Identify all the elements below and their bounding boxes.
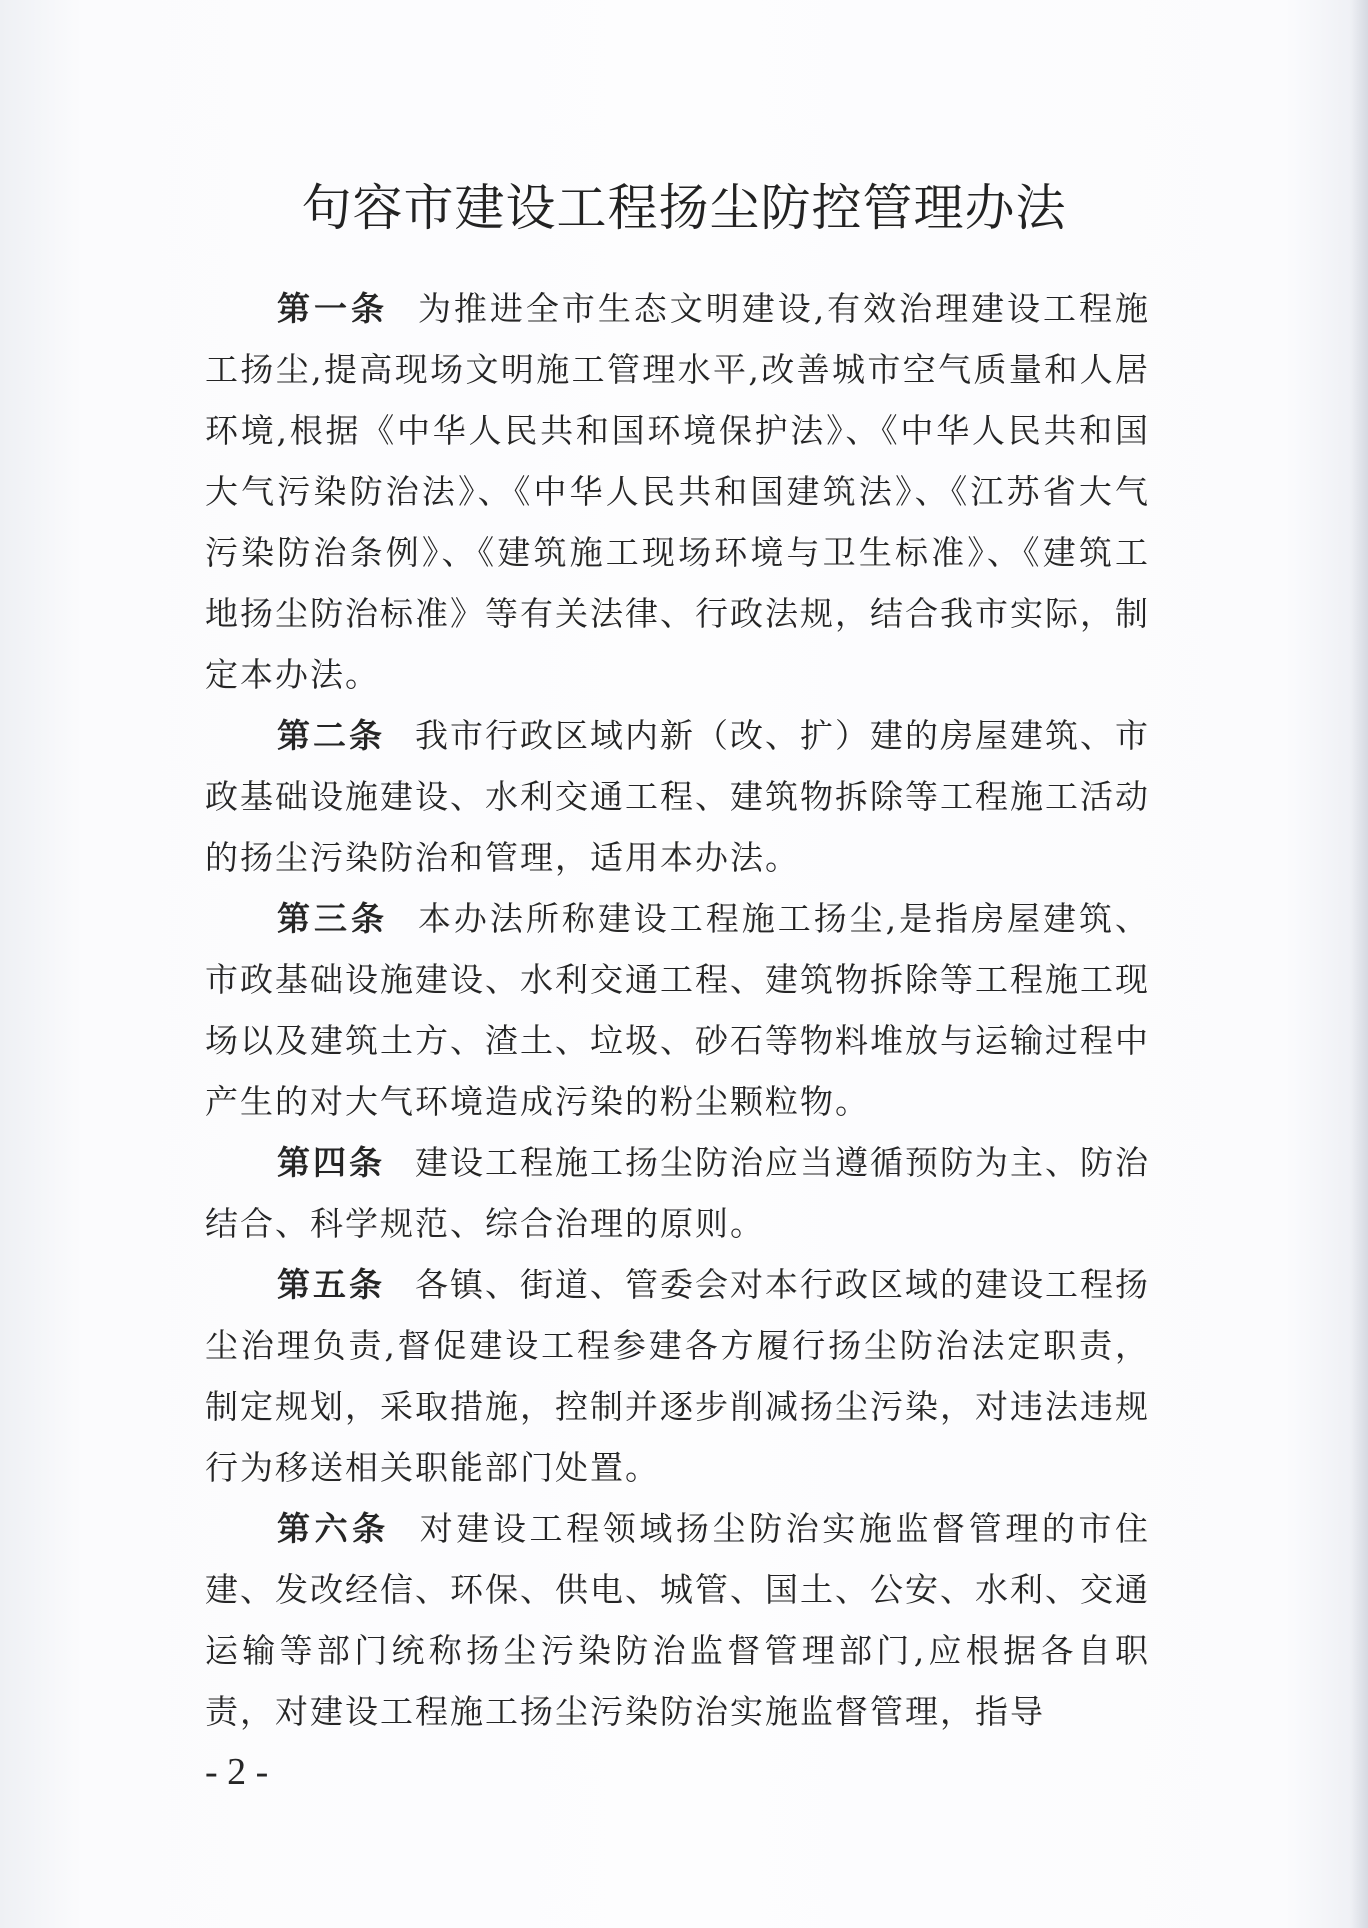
article-label: 第六条 xyxy=(277,1509,390,1548)
article-text: 为推进全市生态文明建设,有效治理建设工程施工扬尘,提高现场文明施工管理水平,改善城市空气质量和人居环境,根据《中华人民共和国环境保护法》、《中华人民共和国大气污染防治法》、《中华人民共和国建筑法》、《江苏省大气污染防治条例》、《建筑施工现场环境与卫生标准》、《建筑工地扬尘防治标准》等有关法律、行政法规，结合我市实际，制定本办法。 xyxy=(205,289,1150,694)
article-text: 本办法所称建设工程施工扬尘,是指房屋建筑、市政基础设施建设、水利交通工程、建筑物拆除等工程施工现场以及建筑土方、渣土、垃圾、砂石等物料堆放与运输过程中产生的对大气环境造成污染的粉尘颗粒物。 xyxy=(205,899,1150,1121)
article-text: 对建设工程领域扬尘防治实施监督管理的市住建、发改经信、环保、供电、城管、国土、公安、水利、交通运输等部门统称扬尘污染防治监督管理部门,应根据各自职责，对建设工程施工扬尘污染防治实施监督管理，指导 xyxy=(205,1509,1151,1731)
article-text: 我市行政区域内新（改、扩）建的房屋建筑、市政基础设施建设、水利交通工程、建筑物拆除等工程施工活动的扬尘污染防治和管理，适用本办法。 xyxy=(205,716,1150,877)
article-4 xyxy=(205,1132,1150,1254)
article-text: 各镇、街道、管委会对本行政区域的建设工程扬尘治理负责,督促建设工程参建各方履行扬尘防治法定职责，制定规划，采取措施，控制并逐步削减扬尘污染，对违法违规行为移送相关职能部门处置。 xyxy=(205,1265,1150,1487)
article-label: 第三条 xyxy=(277,899,388,938)
article-2 xyxy=(205,705,1150,888)
article-label: 第四条 xyxy=(277,1143,385,1182)
article-label: 第二条 xyxy=(277,716,385,755)
document-body xyxy=(205,278,1150,1742)
article-label: 第一条 xyxy=(277,289,388,328)
page-number: - 2 - xyxy=(205,1751,269,1793)
article-1 xyxy=(205,278,1150,705)
article-6 xyxy=(205,1498,1150,1742)
document-title: 句容市建设工程扬尘防控管理办法 xyxy=(301,179,1067,237)
article-label: 第五条 xyxy=(277,1265,385,1304)
page-edge-shadow xyxy=(1350,0,1368,1928)
article-3 xyxy=(205,888,1150,1132)
article-text: 建设工程施工扬尘防治应当遵循预防为主、防治结合、科学规范、综合治理的原则。 xyxy=(205,1143,1150,1243)
article-5 xyxy=(205,1254,1150,1498)
